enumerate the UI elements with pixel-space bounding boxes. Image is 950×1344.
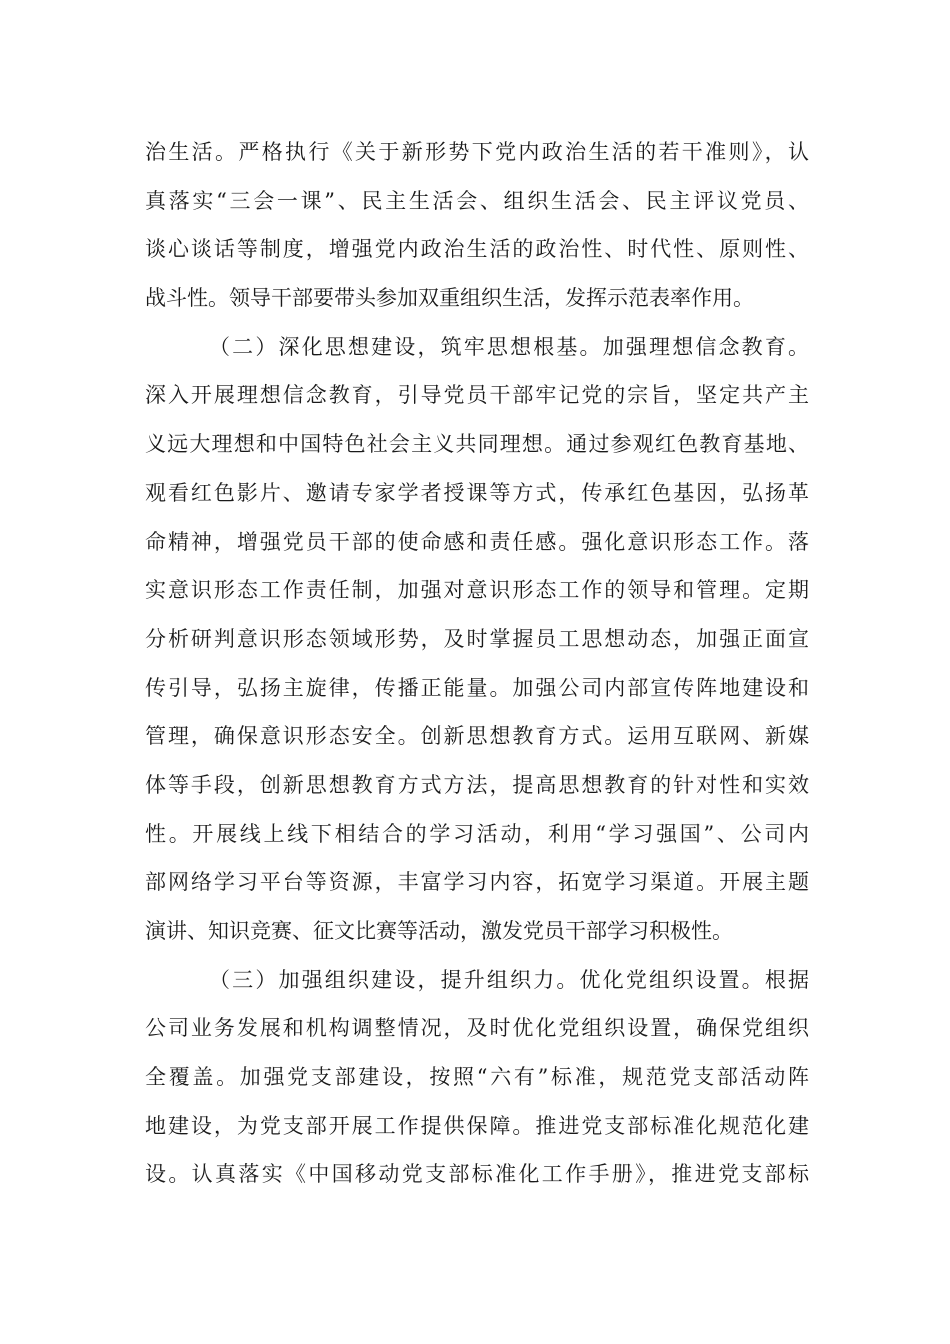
text-line: 实意识形态工作责任制，加强对意识形态工作的领导和管理。定期	[145, 578, 809, 603]
text-line: 部网络学习平台等资源，丰富学习内容，拓宽学习渠道。开展主题	[145, 870, 809, 895]
text-line: 战斗性。领导干部要带头参加双重组织生活，发挥示范表率作用。	[145, 286, 754, 311]
text-line: 性。开展线上线下相结合的学习活动，利用“学习强国”、公司内	[145, 821, 809, 846]
text-line: 命精神，增强党员干部的使命感和责任感。强化意识形态工作。落	[145, 529, 809, 554]
text-line: 设。认真落实《中国移动党支部标准化工作手册》，推进党支部标	[145, 1162, 809, 1187]
text-line: 地建设，为党支部开展工作提供保障。推进党支部标准化规范化建	[145, 1113, 809, 1138]
text-line: 分析研判意识形态领域形势，及时掌握员工思想动态，加强正面宣	[145, 626, 809, 651]
document-body	[145, 128, 809, 1199]
text-line: 观看红色影片、邀请专家学者授课等方式，传承红色基因，弘扬革	[145, 480, 809, 505]
section-heading-line: （二）深化思想建设，筑牢思想根基。加强理想信念教育。	[209, 334, 809, 359]
text-line: 义远大理想和中国特色社会主义共同理想。通过参观红色教育基地、	[145, 432, 809, 457]
text-line: 公司业务发展和机构调整情况，及时优化党组织设置，确保党组织	[145, 1016, 809, 1041]
text-line: 治生活。严格执行《关于新形势下党内政治生活的若干准则》，认	[145, 140, 809, 164]
text-line: 全覆盖。加强党支部建设，按照“六有”标准，规范党支部活动阵	[145, 1065, 809, 1090]
text-line: 演讲、知识竞赛、征文比赛等活动，激发党员干部学习积极性。	[145, 919, 733, 943]
text-line: 真落实“三会一课”、民主生活会、组织生活会、民主评议党员、	[145, 188, 809, 213]
text-line: 传引导，弘扬主旋律，传播正能量。加强公司内部宣传阵地建设和	[145, 675, 809, 700]
text-line: 谈心谈话等制度，增强党内政治生活的政治性、时代性、原则性、	[145, 237, 809, 262]
text-line: 深入开展理想信念教育，引导党员干部牢记党的宗旨，坚定共产主	[145, 383, 809, 408]
section-heading-line: （三）加强组织建设，提升组织力。优化党组织设置。根据	[209, 967, 809, 992]
text-line: 管理，确保意识形态安全。创新思想教育方式。运用互联网、新媒	[145, 724, 809, 749]
text-line: 体等手段，创新思想教育方式方法，提高思想教育的针对性和实效	[145, 772, 809, 797]
